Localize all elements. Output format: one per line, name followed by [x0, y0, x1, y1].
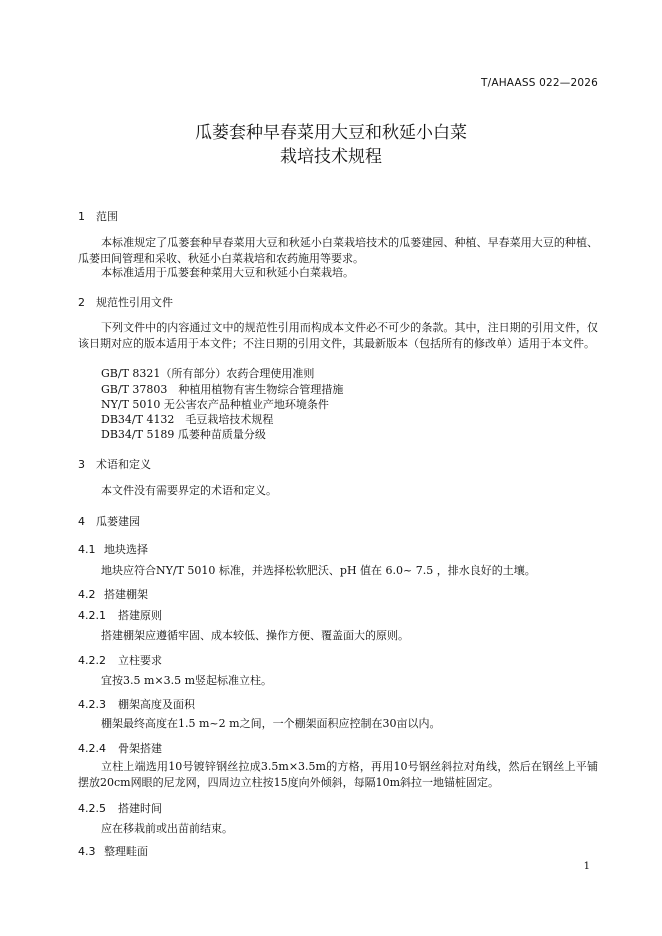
section-3-paragraph-1: 本文件没有需要界定的术语和定义。 [101, 484, 277, 497]
section-title: 规范性引用文件 [96, 296, 173, 309]
section-heading-4-2-4 [78, 740, 162, 756]
section-heading-3 [78, 456, 151, 472]
section-number: 4.2.2 [78, 654, 106, 667]
section-heading-1 [78, 208, 118, 224]
section-title: 骨架搭建 [118, 742, 162, 755]
reference-item: GB/T 37803 种植用植物有害生物综合管理措施 [101, 383, 344, 396]
section-title: 范围 [96, 210, 118, 223]
section-4-2-4-text: 立柱上端选用10号镀锌钢丝拉成3.5m×3.5m的方格，再用10号钢丝斜拉对角线，然后在钢丝上平铺摆放20cm网眼的尼龙网，四周边立柱按15度向外倾斜，每隔10m斜拉一地锚桩固定。 [78, 760, 598, 789]
reference-item: DB34/T 4132 毛豆栽培技术规程 [101, 413, 274, 426]
section-number: 4.2 [78, 588, 96, 601]
section-2-paragraph-1: 下列文件中的内容通过文中的规范性引用而构成本文件必不可少的条款。其中，注日期的引用文件，仅该日期对应的版本适用于本文件；不注日期的引用文件，其最新版本（包括所有的修改单）适用于本文件。 [78, 321, 598, 350]
section-number: 4.1 [78, 543, 96, 556]
page-number: 1 [583, 861, 590, 872]
section-number: 1 [78, 210, 85, 223]
section-number: 4 [78, 515, 85, 528]
section-number: 4.2.3 [78, 698, 106, 711]
section-1-paragraph-1: 本标准规定了瓜蒌套种早春菜用大豆和秋延小白菜栽培技术的瓜蒌建园、种植、早春菜用大豆的种植、瓜蒌田间管理和采收、秋延小白菜栽培和农药施用等要求。 [78, 236, 598, 265]
section-heading-4-2-2 [78, 652, 162, 668]
section-title: 立柱要求 [118, 654, 162, 667]
section-heading-2 [78, 294, 173, 310]
section-title: 搭建时间 [118, 802, 162, 815]
document-title-line2: 栽培技术规程 [280, 147, 382, 167]
section-4-1-text: 地块应符合NY/T 5010 标准，并选择松软肥沃、pH 值在 6.0~ 7.5 ，排水良好的土壤。 [101, 564, 536, 577]
section-heading-4-1 [78, 541, 148, 557]
section-4-2-2-text: 宜按3.5 m×3.5 m竖起标准立柱。 [101, 674, 273, 687]
section-4-2-5-text: 应在移栽前或出苗前结束。 [101, 822, 233, 835]
document-code: T/AHAASS 022—2026 [480, 77, 598, 89]
reference-item: GB/T 8321（所有部分）农药合理使用准则 [101, 367, 315, 380]
section-4-2-3-text: 棚架最终高度在1.5 m~2 m之间，一个棚架面积应控制在30亩以内。 [101, 717, 441, 730]
section-1-paragraph-2: 本标准适用于瓜蒌套种菜用大豆和秋延小白菜栽培。 [101, 266, 354, 279]
reference-item: NY/T 5010 无公害农产品种植业产地环境条件 [101, 398, 329, 411]
section-number: 4.2.5 [78, 802, 106, 815]
section-4-2-1-text: 搭建棚架应遵循牢固、成本较低、操作方便、覆盖面大的原则。 [101, 629, 409, 642]
section-title: 地块选择 [104, 543, 148, 556]
section-heading-4 [78, 513, 140, 529]
section-number: 2 [78, 296, 85, 309]
section-heading-4-3 [78, 843, 148, 859]
section-title: 瓜蒌建园 [96, 515, 140, 528]
section-number: 4.2.1 [78, 609, 106, 622]
section-number: 3 [78, 458, 85, 471]
section-number: 4.2.4 [78, 742, 106, 755]
document-title-line1: 瓜蒌套种早春菜用大豆和秋延小白菜 [195, 123, 467, 143]
reference-item: DB34/T 5189 瓜蒌种苗质量分级 [101, 428, 266, 441]
section-heading-4-2-5 [78, 800, 162, 816]
section-title: 整理畦面 [104, 845, 148, 858]
section-title: 术语和定义 [96, 458, 151, 471]
section-title: 搭建棚架 [104, 588, 148, 601]
section-heading-4-2-1 [78, 607, 162, 623]
section-number: 4.3 [78, 845, 96, 858]
section-heading-4-2 [78, 586, 148, 602]
section-heading-4-2-3 [78, 696, 195, 712]
section-title: 搭建原则 [118, 609, 162, 622]
section-title: 棚架高度及面积 [118, 698, 195, 711]
